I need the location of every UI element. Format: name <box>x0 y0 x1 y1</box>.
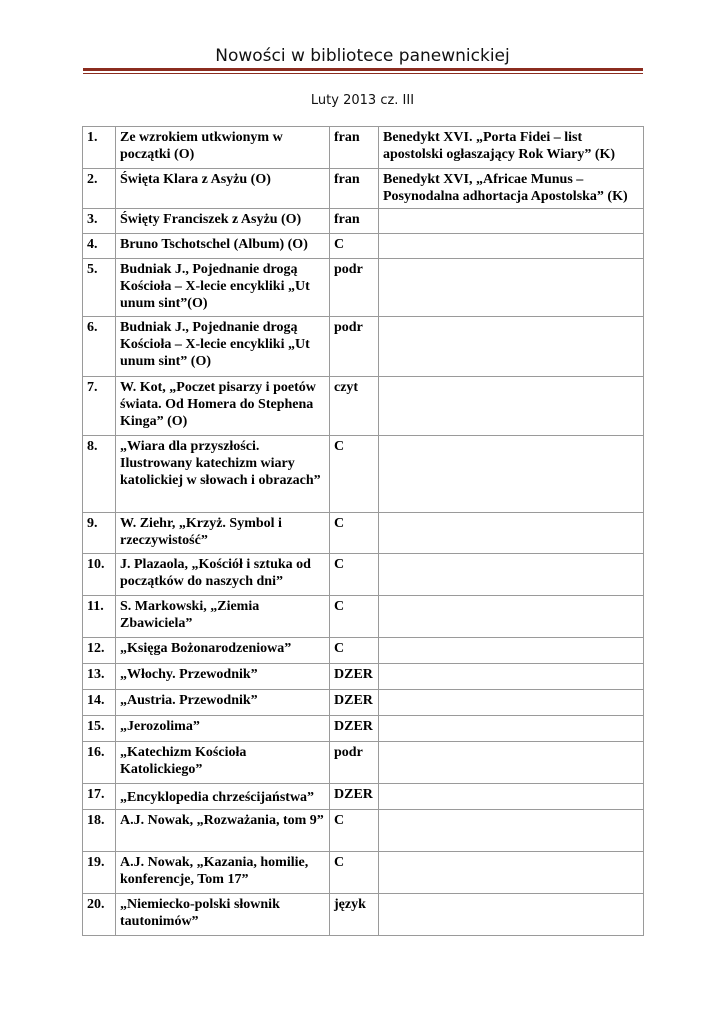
book-note <box>379 317 644 377</box>
book-note <box>379 436 644 513</box>
table-row <box>83 810 644 852</box>
book-note <box>379 690 644 716</box>
table-row <box>83 234 644 259</box>
row-number: 1. <box>83 127 116 169</box>
row-number: 4. <box>83 234 116 259</box>
book-title: A.J. Nowak, „Kazania, homilie, konferencje, Tom 17” <box>116 852 330 894</box>
row-number: 20. <box>83 894 116 936</box>
table-row <box>83 742 644 784</box>
table-row <box>83 784 644 810</box>
table-row <box>83 596 644 638</box>
row-number: 7. <box>83 377 116 436</box>
book-title: S. Markowski, „Ziemia Zbawiciela” <box>116 596 330 638</box>
book-code: C <box>330 234 379 259</box>
book-code: podr <box>330 259 379 317</box>
book-note <box>379 852 644 894</box>
book-note <box>379 259 644 317</box>
row-number: 15. <box>83 716 116 742</box>
book-code: C <box>330 852 379 894</box>
row-number: 19. <box>83 852 116 894</box>
book-note <box>379 894 644 936</box>
book-title: „Encyklopedia chrześcijaństwa” <box>116 784 330 810</box>
book-code: C <box>330 554 379 596</box>
book-title: Budniak J., Pojednanie drogą Kościoła – X-lecie encykliki „Ut unum sint”(O) <box>116 259 330 317</box>
row-number: 11. <box>83 596 116 638</box>
book-title: „Włochy. Przewodnik” <box>116 664 330 690</box>
book-title: J. Plazaola, „Kościół i sztuka od początków do naszych dni” <box>116 554 330 596</box>
book-title: „Wiara dla przyszłości. Ilustrowany katechizm wiary katolickiej w słowach i obrazach” <box>116 436 330 513</box>
book-code: podr <box>330 742 379 784</box>
row-number: 16. <box>83 742 116 784</box>
header-rule-thick <box>83 68 643 71</box>
book-note <box>379 638 644 664</box>
table-row <box>83 664 644 690</box>
book-title: „Jerozolima” <box>116 716 330 742</box>
table-row <box>83 209 644 234</box>
book-code: język <box>330 894 379 936</box>
row-number: 18. <box>83 810 116 852</box>
table-row <box>83 317 644 377</box>
book-title: Budniak J., Pojednanie drogą Kościoła – X-lecie encykliki „Ut unum sint” (O) <box>116 317 330 377</box>
table-row <box>83 894 644 936</box>
row-number: 3. <box>83 209 116 234</box>
table-row <box>83 513 644 554</box>
book-note <box>379 716 644 742</box>
row-number: 10. <box>83 554 116 596</box>
book-title: Bruno Tschotschel (Album) (O) <box>116 234 330 259</box>
book-code: C <box>330 513 379 554</box>
page-header-title: Nowości w bibliotece panewnickiej <box>215 46 510 66</box>
book-note <box>379 784 644 810</box>
book-title: W. Kot, „Poczet pisarzy i poetów świata. Od Homera do Stephena Kinga” (O) <box>116 377 330 436</box>
row-number: 9. <box>83 513 116 554</box>
book-code: C <box>330 596 379 638</box>
row-number: 5. <box>83 259 116 317</box>
page-subtitle: Luty 2013 cz. III <box>310 93 415 108</box>
book-code: C <box>330 638 379 664</box>
book-title: A.J. Nowak, „Rozważania, tom 9” <box>116 810 330 852</box>
book-note <box>379 234 644 259</box>
books-table <box>82 126 644 936</box>
row-number: 13. <box>83 664 116 690</box>
table-row <box>83 169 644 209</box>
book-note <box>379 209 644 234</box>
book-code: fran <box>330 169 379 209</box>
book-code: podr <box>330 317 379 377</box>
book-title: Święta Klara z Asyżu (O) <box>116 169 330 209</box>
book-title: „Austria. Przewodnik” <box>116 690 330 716</box>
book-code: DZER <box>330 716 379 742</box>
book-note <box>379 742 644 784</box>
book-code: DZER <box>330 690 379 716</box>
book-title: „Katechizm Kościoła Katolickiego” <box>116 742 330 784</box>
table-row <box>83 638 644 664</box>
header-rule-thin <box>83 73 643 74</box>
table-row <box>83 377 644 436</box>
book-note: Benedykt XVI. „Porta Fidei – list apostolski ogłaszający Rok Wiary” (K) <box>379 127 644 169</box>
row-number: 17. <box>83 784 116 810</box>
book-note <box>379 596 644 638</box>
book-code: C <box>330 810 379 852</box>
book-note <box>379 810 644 852</box>
book-note <box>379 664 644 690</box>
book-note <box>379 554 644 596</box>
table-row <box>83 127 644 169</box>
book-note <box>379 513 644 554</box>
book-title: „Niemiecko-polski słownik tautonimów” <box>116 894 330 936</box>
book-note: Benedykt XVI, „Africae Munus – Posynodalna adhortacja Apostolska” (K) <box>379 169 644 209</box>
book-code: DZER <box>330 664 379 690</box>
row-number: 6. <box>83 317 116 377</box>
table-row <box>83 554 644 596</box>
book-code: fran <box>330 209 379 234</box>
row-number: 14. <box>83 690 116 716</box>
table-row <box>83 259 644 317</box>
table-row <box>83 436 644 513</box>
book-title: Święty Franciszek z Asyżu (O) <box>116 209 330 234</box>
row-number: 8. <box>83 436 116 513</box>
book-code: DZER <box>330 784 379 810</box>
book-note <box>379 377 644 436</box>
book-code: czyt <box>330 377 379 436</box>
row-number: 12. <box>83 638 116 664</box>
book-title: W. Ziehr, „Krzyż. Symbol i rzeczywistość” <box>116 513 330 554</box>
book-code: C <box>330 436 379 513</box>
table-row <box>83 716 644 742</box>
table-row <box>83 852 644 894</box>
table-row <box>83 690 644 716</box>
book-title: „Księga Bożonarodzeniowa” <box>116 638 330 664</box>
book-title: Ze wzrokiem utkwionym w początki (O) <box>116 127 330 169</box>
book-code: fran <box>330 127 379 169</box>
row-number: 2. <box>83 169 116 209</box>
